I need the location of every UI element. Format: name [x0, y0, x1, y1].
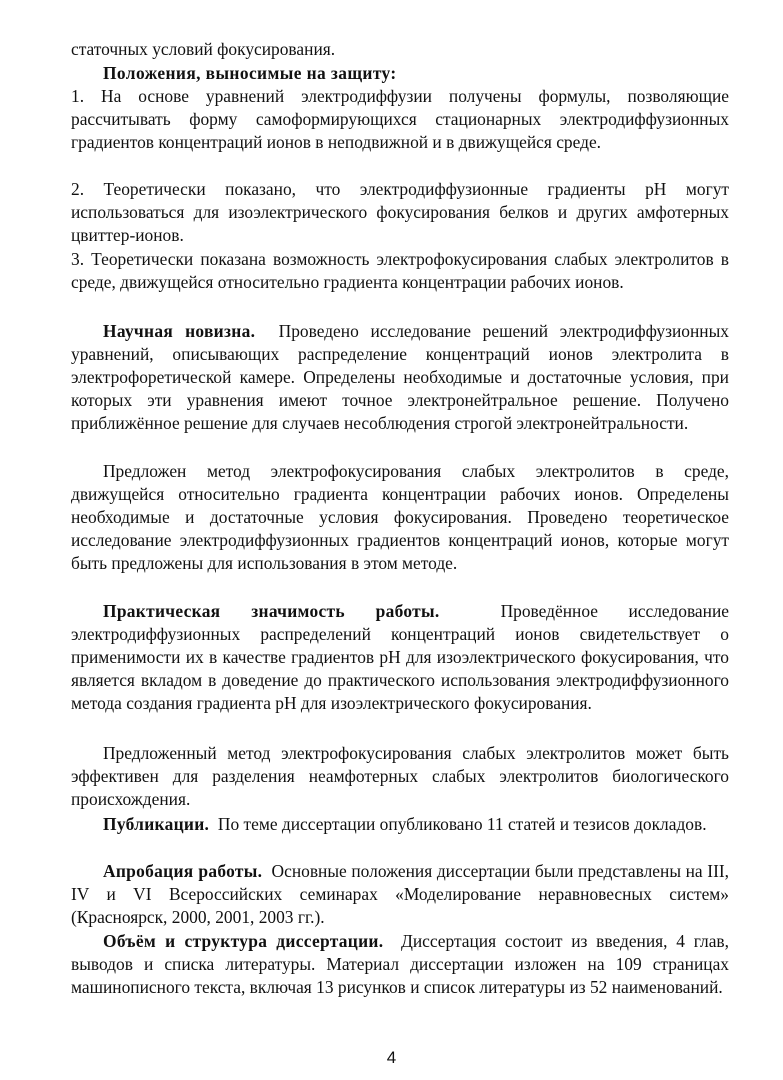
approbation-label: Апробация работы. — [103, 861, 263, 881]
publications-text: По теме диссертации опубликовано 11 статей и тезисов докладов. — [217, 814, 707, 834]
significance-paragraph-2: Предложенный метод электрофокусирования слабых электролитов может быть эффективен для разделения неамфотерных слабых электролитов биологического происхождения. — [71, 743, 729, 809]
defense-heading: Положения, выносимые на защиту: — [103, 63, 397, 83]
significance-paragraph — [71, 600, 729, 715]
publications-label: Публикации. — [103, 814, 210, 834]
defense-item-1: 1. На основе уравнений электродиффузии получены формулы, позволяющие рассчитывать форму самоформирующихся стационарных электродиффузионных градиентов концентраций ионов в неподвижной и в движущейся среде. — [71, 86, 729, 152]
structure-paragraph — [71, 930, 729, 999]
defense-item-2: 2. Теоретически показано, что электродиффузионные градиенты pH могут использоваться для изоэлектрического фокусирования белков и других амфотерных цвиттер-ионов. — [71, 179, 729, 245]
novelty-paragraph-2: Предложен метод электрофокусирования слабых электролитов в среде, движущейся относительно градиента концентрации рабочих ионов. Определены необходимые и достаточные условия фокусирования. Проведено теоретическое исследование электродиффузионных градиентов концентраций ионов, которые могут быть предложены для использования в этом методе. — [71, 461, 729, 573]
defense-item-3: 3. Теоретически показана возможность электрофокусирования слабых электролитов в среде, движущейся относительно градиента концентрации рабочих ионов. — [71, 249, 729, 292]
structure-label: Объём и структура диссертации. — [103, 931, 384, 951]
significance-label: Практическая значимость работы. — [103, 601, 440, 621]
publications-paragraph — [71, 813, 729, 836]
continuation-text: статочных условий фокусирования. — [71, 39, 336, 59]
novelty-text: Проведено исследование решений электродиффузионных уравнений, описывающих распределение концентраций ионов электролита в электрофоретической камере. Определены необходимые и достаточные условия, при которых эти уравнения имеют точное электронейтральное решение. Получено приближённое решение для случаев несоблюдения строгой электронейтральности. — [71, 321, 729, 433]
structure-text: Диссертация состоит из введения, 4 глав, выводов и списка литературы. Материал диссертации изложен на 109 страницах машинописного текста, включая 13 рисунков и список литературы из 52 наименований. — [71, 931, 729, 997]
approbation-paragraph — [71, 860, 729, 929]
page-number: 4 — [386, 1048, 397, 1067]
novelty-paragraph — [71, 320, 729, 435]
significance-text: Проведённое исследование электродиффузионных распределений концентраций ионов свидетельствует о применимости их в качестве градиентов pH для изоэлектрического фокусирования, что является вкладом в доведение до практического использования электродиффузионного метода создания градиента pH для изоэлектрического фокусирования. — [71, 601, 729, 713]
approbation-text: Основные положения диссертации были представлены на III, IV и VI Всероссийских семинарах «Моделирование неравновесных систем» (Красноярск, 2000, 2001, 2003 гг.). — [71, 861, 729, 927]
novelty-label: Научная новизна. — [103, 321, 256, 341]
